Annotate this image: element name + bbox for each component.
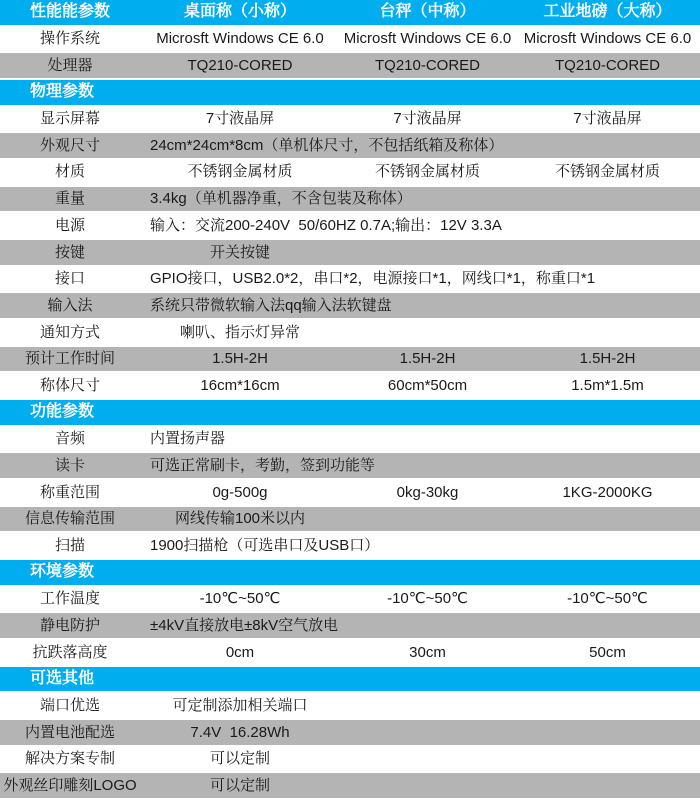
row-scanner <box>0 533 700 560</box>
section-title: 可选其他 <box>30 669 95 687</box>
row-transmission-range <box>0 507 700 534</box>
column-header-platform-scale: 台秤（中称） <box>379 2 476 20</box>
row-label: 外观尺寸 <box>39 136 100 154</box>
value-cell: 不锈钢金属材质 <box>554 163 660 181</box>
value-cell: 16cm*16cm <box>200 376 280 394</box>
row-input-method <box>0 293 700 320</box>
row-operating-temp <box>0 587 700 614</box>
value-cell: ±4kV直接放电±8kV空气放电 <box>150 616 339 634</box>
row-card-reader <box>0 453 700 480</box>
value-cell: 7寸液晶屏 <box>573 110 642 128</box>
row-label: 内置电池配选 <box>24 723 115 741</box>
value-cell: 1900扫描枪（可选串口及USB口） <box>150 536 380 554</box>
row-battery-option <box>0 720 700 747</box>
row-esd-protection <box>0 613 700 640</box>
row-label: 称体尺寸 <box>39 376 100 394</box>
value-cell: 0cm <box>225 643 255 661</box>
value-cell: 0g-500g <box>212 483 268 501</box>
row-label: 扫描 <box>54 536 85 554</box>
value-cell: 喇叭、指示灯异常 <box>179 323 300 341</box>
section-physical-params <box>0 80 700 107</box>
row-drop-height <box>0 640 700 667</box>
row-label: 工作温度 <box>39 590 100 608</box>
row-label: 处理器 <box>47 56 93 74</box>
row-label: 抗跌落高度 <box>32 643 108 661</box>
value-cell: 不锈钢金属材质 <box>374 163 480 181</box>
section-title: 功能参数 <box>30 403 95 421</box>
row-label: 接口 <box>54 270 85 288</box>
value-cell: -10℃~50℃ <box>387 590 468 608</box>
value-cell: Microsft Windows CE 6.0 <box>343 30 512 48</box>
row-label: 输入法 <box>47 296 93 314</box>
value-cell: 3.4kg（单机器净重，不含包装及称体） <box>150 190 412 208</box>
row-scale-body-size <box>0 373 700 400</box>
row-label: 材质 <box>54 163 85 181</box>
value-cell: 7寸液晶屏 <box>205 110 275 128</box>
value-cell: 30cm <box>409 643 446 661</box>
row-label: 音频 <box>54 430 85 448</box>
section-title: 环境参数 <box>30 563 95 581</box>
value-cell: 24cm*24cm*8cm（单机体尺寸，不包括纸箱及称体） <box>150 136 504 154</box>
value-cell: 7寸液晶屏 <box>393 110 462 128</box>
row-label: 电源 <box>54 216 85 234</box>
row-audio <box>0 427 700 454</box>
value-cell: TQ210-CORED <box>554 56 661 74</box>
value-cell: 可以定制 <box>209 750 270 768</box>
value-cell: 1.5H-2H <box>212 350 268 368</box>
row-label: 信息传输范围 <box>24 510 115 528</box>
row-weight <box>0 187 700 214</box>
value-cell: Microsft Windows CE 6.0 <box>156 30 324 48</box>
row-label: 按键 <box>54 243 85 261</box>
value-cell: 开关按键 <box>209 243 270 261</box>
row-weighing-range <box>0 480 700 507</box>
row-label: 显示屏幕 <box>39 110 100 128</box>
row-material <box>0 160 700 187</box>
row-label: 外观丝印雕刻LOGO <box>3 776 137 794</box>
value-cell: 7.4V 16.28Wh <box>190 723 290 741</box>
row-label: 称重范围 <box>39 483 100 501</box>
value-cell: 1.5H-2H <box>399 350 456 368</box>
column-header-desktop-scale: 桌面称（小称） <box>183 2 296 20</box>
column-header-floor-scale: 工业地磅（大称） <box>543 2 672 20</box>
value-cell: 可定制添加相关端口 <box>172 696 308 714</box>
value-cell: 可选正常刷卡，考勤，签到功能等 <box>150 456 376 474</box>
row-label: 读卡 <box>54 456 85 474</box>
value-cell: 60cm*50cm <box>387 376 468 394</box>
row-logo-customization <box>0 773 700 800</box>
row-power <box>0 213 700 240</box>
value-cell: 输入：交流200-240V 50/60HZ 0.7A;输出：12V 3.3A <box>150 216 502 234</box>
row-buttons <box>0 240 700 267</box>
row-work-time <box>0 347 700 374</box>
value-cell: 系统只带微软输入法qq输入法软键盘 <box>150 296 392 314</box>
value-cell: GPIO接口，USB2.0*2，串口*2，电源接口*1，网线口*1，称重口*1 <box>150 270 596 288</box>
row-label: 通知方式 <box>39 323 100 341</box>
value-cell: 1KG-2000KG <box>562 483 653 501</box>
row-display <box>0 107 700 134</box>
row-label: 重量 <box>54 190 85 208</box>
section-title: 物理参数 <box>30 82 95 100</box>
row-label: 端口优选 <box>39 696 100 714</box>
value-cell: -10℃~50℃ <box>567 590 648 608</box>
value-cell: 1.5H-2H <box>579 350 636 368</box>
row-label: 静电防护 <box>39 616 100 634</box>
section-optional-others <box>0 667 700 694</box>
section-environment-params <box>0 560 700 587</box>
row-port-customization <box>0 693 700 720</box>
row-label: 操作系统 <box>39 30 100 48</box>
value-cell: 内置扬声器 <box>150 430 226 448</box>
value-cell: TQ210-CORED <box>374 56 481 74</box>
row-label: 预计工作时间 <box>24 350 115 368</box>
row-os <box>0 27 700 54</box>
value-cell: 可以定制 <box>209 776 270 794</box>
value-cell: Microsft Windows CE 6.0 <box>523 30 692 48</box>
value-cell: 不锈钢金属材质 <box>187 163 293 181</box>
row-ports <box>0 267 700 294</box>
row-notification <box>0 320 700 347</box>
value-cell: 网线传输100米以内 <box>174 510 306 528</box>
value-cell: 50cm <box>589 643 626 661</box>
value-cell: 1.5m*1.5m <box>571 376 644 394</box>
column-header-parameters: 性能能参数 <box>29 2 110 20</box>
value-cell: TQ210-CORED <box>187 56 293 74</box>
table-header-row <box>0 0 700 27</box>
row-cpu <box>0 53 700 80</box>
row-label: 解决方案专制 <box>24 750 115 768</box>
row-solution-customization <box>0 747 700 774</box>
row-dimensions <box>0 133 700 160</box>
value-cell: -10℃~50℃ <box>199 590 281 608</box>
section-function-params <box>0 400 700 427</box>
value-cell: 0kg-30kg <box>396 483 459 501</box>
